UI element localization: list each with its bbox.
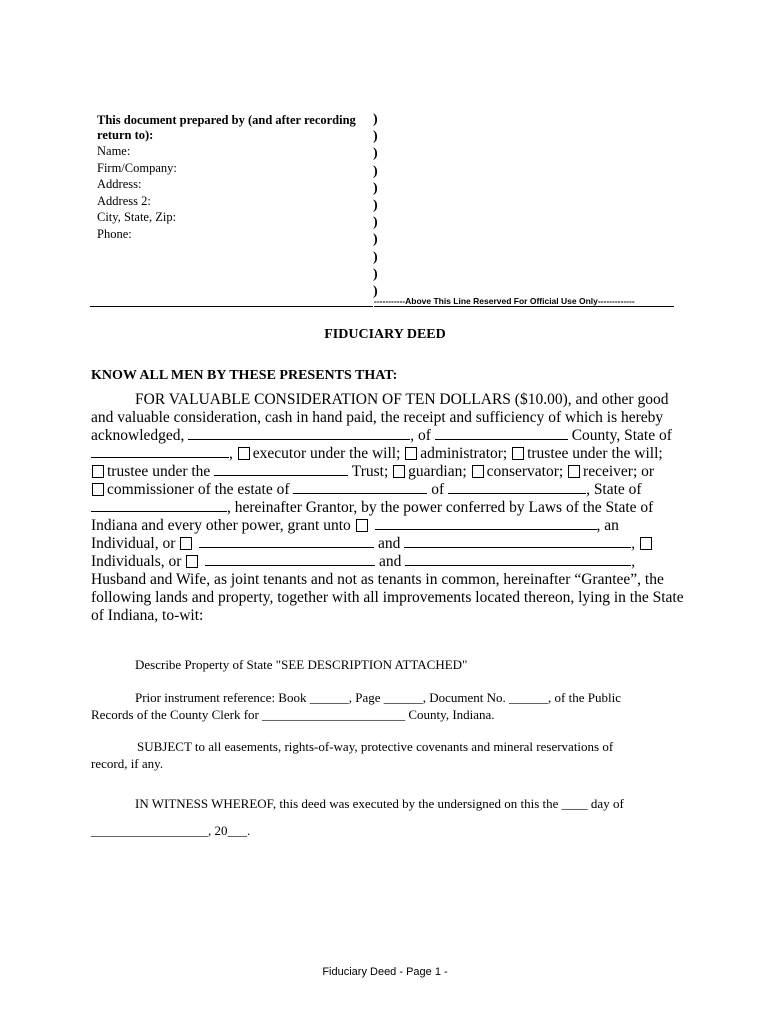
bracket: ) [373,284,378,300]
grantee-individuals-checkbox[interactable] [186,555,198,568]
field-name: Name: [97,144,131,158]
body-line-8: Indiana and every other power, grant unto , an [91,517,619,534]
field-phone: Phone: [97,227,132,241]
recording-rule-right [374,306,674,307]
reserved-notice: -----------Above This Line Reserved For Official Use Only------------- [374,296,635,306]
estate-county-blank[interactable] [448,481,586,494]
subject-line1: SUBJECT to all easements, rights-of-way, protective covenants and mineral reservations of [137,739,614,754]
bracket: ) [373,232,378,248]
body-line-4: , executor under the will; administrator; trustee under the will; [91,445,663,463]
conservator-checkbox[interactable] [472,465,484,478]
bracket: ) [373,112,378,127]
bracket: ) [373,215,378,231]
estate-state-blank[interactable] [91,499,227,512]
body-line-2: and valuable consideration, cash in hand paid, the receipt and sufficiency of which is hereby [91,409,664,426]
grantee-spouse1-blank[interactable] [199,535,374,548]
grantee-individual2-blank[interactable] [405,553,631,566]
receiver-checkbox[interactable] [568,465,580,478]
grantee-individual1-blank[interactable] [205,553,375,566]
executor-checkbox[interactable] [238,447,250,460]
body-line-12: following lands and property, together with all improvements located thereon, lying in the State [91,589,684,606]
grantee-individual-blank[interactable] [375,517,597,530]
grantee-spouse2-blank[interactable] [404,535,631,548]
bracket: ) [373,146,378,162]
trustee-under-will-checkbox[interactable] [512,447,524,460]
trustee-checkbox[interactable] [92,465,104,478]
county-blank[interactable] [435,427,568,440]
witness-line1: IN WITNESS WHEREOF, this deed was executed by the undersigned on this the ____ day of [135,796,624,811]
body-line-10: Individuals, or and , [91,553,636,570]
bracket: ) [373,163,378,179]
subject-line2: record, if any. [91,756,164,771]
body-line-5: trustee under the Trust; guardian; conservator; receiver; or [91,463,654,481]
page-footer: Fiduciary Deed - Page 1 - [322,966,448,978]
bracket: ) [373,129,378,145]
body-line-7: , hereinafter Grantor, by the power conferred by Laws of the State of [91,499,653,517]
document-title: FIDUCIARY DEED [324,327,446,342]
field-city-state-zip: City, State, Zip: [97,210,177,225]
field-address-2: Address 2: [97,193,151,208]
bracket: ) [373,180,378,196]
prior-instrument-line2: Records of the County Clerk for ______________________ County, Indiana. [91,707,495,722]
field-firm-company: Firm/Company: [97,160,177,175]
bracket: ) [373,198,378,214]
body-line-3: acknowledged, , of County, State of [91,427,672,444]
grantor-name-blank[interactable] [188,427,410,440]
commissioner-checkbox[interactable] [92,483,104,496]
administrator-checkbox[interactable] [405,447,417,460]
guardian-checkbox[interactable] [393,465,405,478]
bracket: ) [373,249,378,265]
grantee-trailing-checkbox[interactable] [640,537,652,550]
grantee-husband-wife-checkbox[interactable] [180,537,192,550]
bracket: ) [373,266,378,282]
body-line-9: Individual, or and , [91,535,655,553]
grantee-individual-checkbox[interactable] [356,519,368,532]
know-all-heading: KNOW ALL MEN BY THESE PRESENTS THAT: [91,368,398,383]
state-blank[interactable] [91,445,229,458]
recording-rule-left [90,306,373,307]
body-line-1: FOR VALUABLE CONSIDERATION OF TEN DOLLARS ($10.00), and other good [135,391,669,408]
describe-property: Describe Property of State "SEE DESCRIPTION ATTACHED" [135,657,468,672]
body-line-13: of Indiana, to-wit: [91,607,204,624]
body-line-11: Husband and Wife, as joint tenants and not as tenants in common, hereinafter “Grantee”, the [91,571,664,588]
field-address: Address: [97,177,142,192]
preparer-heading-line1: This document prepared by (and after recording [97,113,356,127]
bracket-column [373,111,378,300]
prior-instrument-line1: Prior instrument reference: Book ______, Page ______, Document No. ______, of the Public [135,690,621,705]
preparer-heading-line2: return to): [97,128,154,142]
body-line-6: commissioner of the estate of of , State of [91,481,642,499]
estate-name-blank[interactable] [293,481,427,494]
trust-name-blank[interactable] [214,463,348,476]
witness-line2: __________________, 20___. [91,823,251,838]
